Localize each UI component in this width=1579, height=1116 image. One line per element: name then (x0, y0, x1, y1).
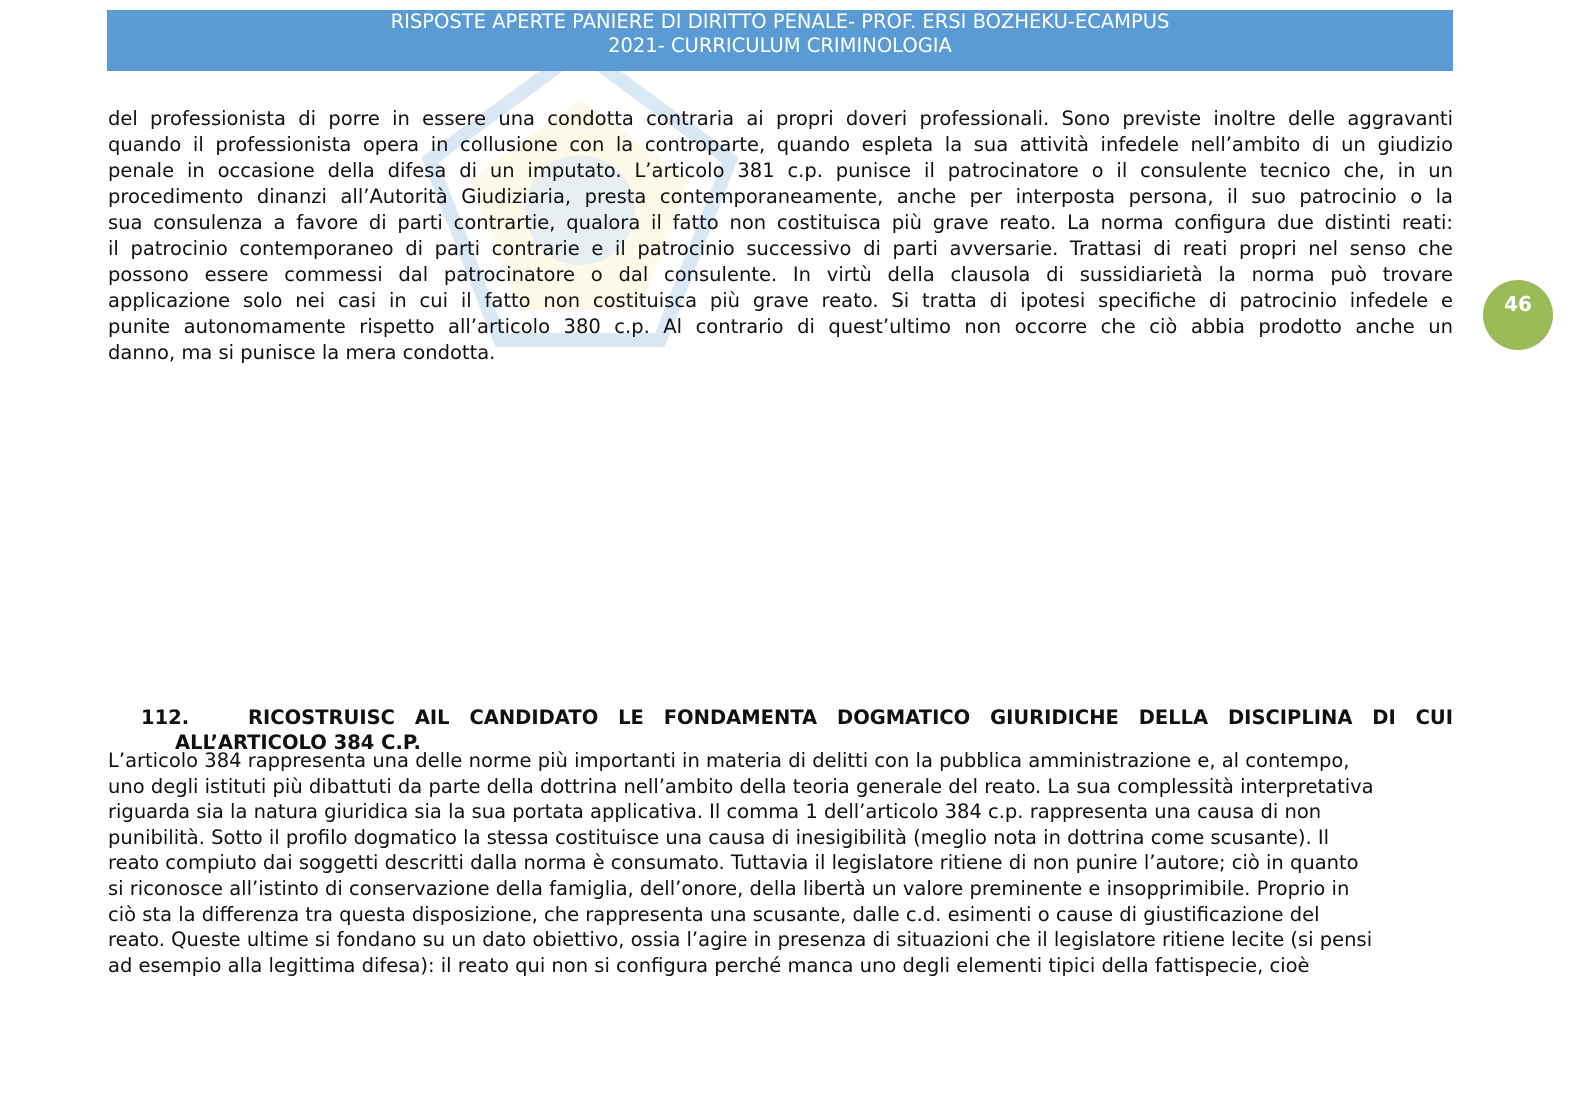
paragraph-line: reato compiuto dai soggetti descritti dalla norma è consumato. Tuttavia il legislatore ritiene di non punire l’autore; ciò in quanto (108, 851, 1359, 875)
paragraph-line: possono essere commessi dal patrocinatore o dal consulente. In virtù della clausola di sussidiarietà la norma può trovare (108, 263, 1453, 286)
paragraph-2 (108, 748, 1453, 978)
paragraph-line: ad esempio alla legittima difesa): il reato qui non si configura perché manca uno degli elementi tipici della fattispecie, cioè (108, 953, 1310, 977)
heading-title-line-2: ALL’ARTICOLO 384 C.P. (175, 731, 421, 754)
paragraph-line: procedimento dinanzi all’Autorità Giudiziaria, presta contemporaneamente, anche per interposta persona, il suo patrocinio o la (108, 185, 1453, 208)
paragraph-line: applicazione solo nei casi in cui il fatto non costituisca più grave reato. Si tratta di ipotesi specifiche di patrocinio infedele e (108, 289, 1453, 312)
heading-title-line-1: RICOSTRUISC AIL CANDIDATO LE FONDAMENTA DOGMATICO GIURIDICHE DELLA DISCIPLINA DI CUI (248, 706, 1453, 729)
paragraph-line: sua consulenza a favore di parti contrartie, qualora il fatto non costituisca più grave reato. La norma configura due distinti reati: (108, 211, 1453, 234)
paragraph-line: punite autonomamente rispetto all’articolo 380 c.p. Al contrario di quest’ultimo non occorre che ciò abbia prodotto anche un (108, 315, 1453, 338)
paragraph-line: ciò sta la differenza tra questa disposizione, che rappresenta una scusante, dalle c.d. esimenti o cause di giustificazione del (108, 902, 1320, 926)
paragraph-line: danno, ma si punisce la mera condotta. (108, 341, 496, 364)
paragraph-line: penale in occasione della difesa di un imputato. L’articolo 381 c.p. punisce il patrocinatore o il consulente tecnico che, in un (108, 159, 1453, 182)
paragraph-line: del professionista di porre in essere una condotta contraria ai propri doveri professionali. Sono previste inoltre delle aggravanti (108, 107, 1453, 130)
paragraph-line: riguarda sia la natura giuridica sia la sua portata applicativa. Il comma 1 dell’articolo 384 c.p. rappresenta una causa di non (108, 800, 1322, 824)
paragraph-line: si riconosce all’istinto di conservazione della famiglia, dell’onore, della libertà un valore preminente e insopprimibile. Proprio in (108, 876, 1350, 900)
paragraph-line: punibilità. Sotto il profilo dogmatico la stessa costituisce una causa di inesigibilità (meglio nota in dottrina come scusante). Il (108, 825, 1330, 849)
paragraph-line: quando il professionista opera in collusione con la controparte, quando espleta la sua attività infedele nell’ambito di un giudizio (108, 133, 1453, 156)
paragraph-line: uno degli istituti più dibattuti da parte della dottrina nell’ambito della teoria generale del reato. La sua complessità interpretativa (108, 774, 1374, 798)
heading-number: 112. (141, 706, 190, 729)
paragraph-1 (108, 106, 1453, 366)
paragraph-line: L’articolo 384 rappresenta una delle norme più importanti in materia di delitti con la pubblica amministrazione e, al contempo, (108, 749, 1350, 772)
paragraph-line: il patrocinio contemporaneo di parti contrarie e il patrocinio successivo di parti avversarie. Trattasi di reati propri nel senso che (108, 237, 1453, 260)
header-line-1: RISPOSTE APERTE PANIERE DI DIRITTO PENALE- PROF. ERSI BOZHEKU-ECAMPUS (390, 10, 1170, 33)
page-number-badge: 46 (1483, 280, 1553, 350)
page-header (107, 10, 1453, 71)
paragraph-line: reato. Queste ultime si fondano su un dato obiettivo, ossia l’agire in presenza di situazioni che il legislatore ritiene lecite (si pensi (108, 928, 1373, 952)
header-line-2: 2021- CURRICULUM CRIMINOLOGIA (608, 34, 952, 57)
